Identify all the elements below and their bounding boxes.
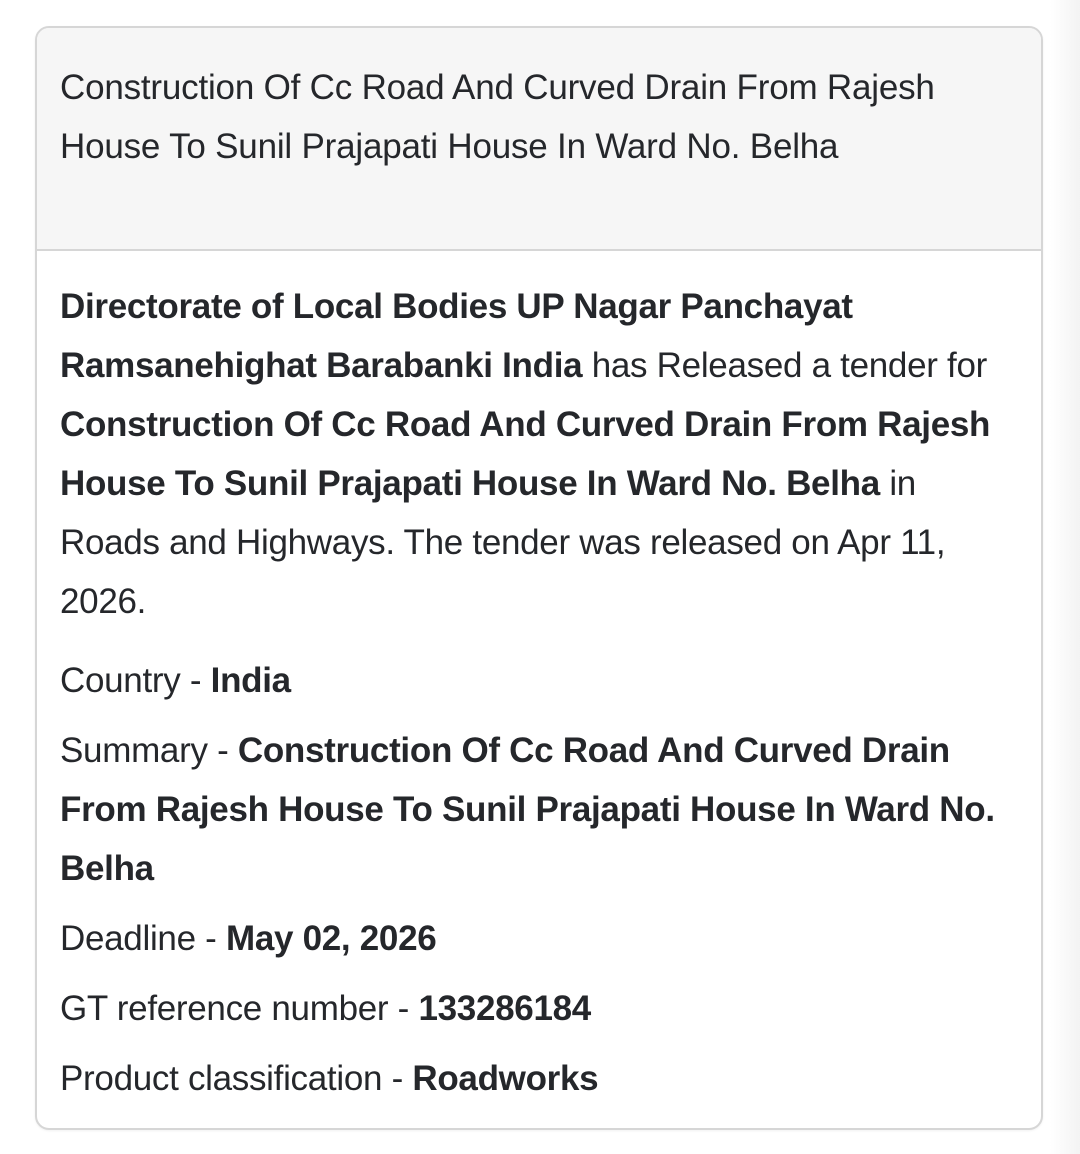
field-summary bbox=[60, 721, 1019, 898]
field-value: 133286184 bbox=[418, 989, 591, 1028]
description-text-1: has Released a tender for bbox=[582, 346, 987, 385]
field-country bbox=[60, 651, 1019, 710]
tender-title: Construction Of Cc Road And Curved Drain From Rajesh House To Sunil Prajapati House In Ward No. Belha bbox=[60, 68, 935, 166]
field-deadline bbox=[60, 909, 1019, 968]
field-value: Construction Of Cc Road And Curved Drain From Rajesh House To Sunil Prajapati House In Ward No. Belha bbox=[60, 731, 995, 888]
tender-card-body bbox=[37, 251, 1041, 1130]
field-gt-reference-number bbox=[60, 979, 1019, 1038]
field-label: GT reference number - bbox=[60, 989, 419, 1028]
tender-description bbox=[60, 277, 1019, 631]
issuing-authority: Directorate of Local Bodies UP Nagar Panchayat Ramsanehighat Barabanki India bbox=[60, 287, 853, 385]
field-label: Country - bbox=[60, 661, 211, 700]
field-label: Deadline - bbox=[60, 919, 226, 958]
tender-name-inline: Construction Of Cc Road And Curved Drain From Rajesh House To Sunil Prajapati House In Ward No. Belha bbox=[60, 405, 991, 503]
field-product-classification bbox=[60, 1049, 1019, 1108]
field-value: May 02, 2026 bbox=[225, 919, 437, 958]
description-text-2: in Roads and Highways. The tender was released on Apr 11, 2026. bbox=[60, 464, 946, 621]
field-value: India bbox=[210, 661, 291, 700]
tender-card bbox=[35, 26, 1043, 1130]
page-edge-shade bbox=[1050, 0, 1080, 1154]
field-label: Summary - bbox=[60, 731, 238, 770]
field-value: Roadworks bbox=[412, 1059, 599, 1098]
field-label: Product classification - bbox=[60, 1059, 413, 1098]
tender-card-header bbox=[37, 28, 1041, 251]
